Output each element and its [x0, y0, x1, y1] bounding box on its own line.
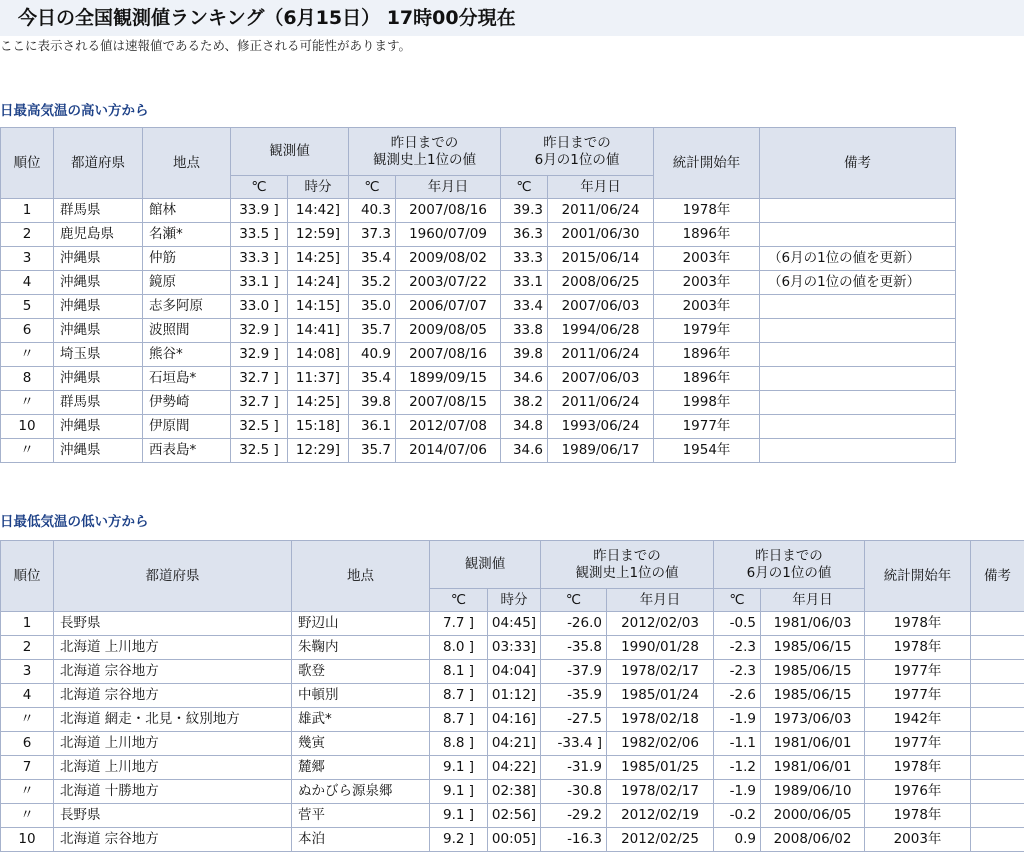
record-all-date-cell: 2003/07/22 — [396, 271, 501, 295]
record-all-value-cell: 40.3 — [349, 199, 396, 223]
record-month-value-cell: 33.4 — [501, 295, 548, 319]
observed-value-cell: 32.9 ] — [231, 319, 288, 343]
record-month-value-cell: 34.6 — [501, 367, 548, 391]
prefecture-cell: 長野県 — [54, 612, 292, 636]
record-all-value-cell: 36.1 — [349, 415, 396, 439]
rank-cell: 10 — [1, 415, 54, 439]
start-year-cell: 1896年 — [654, 223, 760, 247]
record-month-value-cell: -1.2 — [714, 756, 761, 780]
observed-time-cell: 14:42] — [288, 199, 349, 223]
prefecture-cell: 長野県 — [54, 804, 292, 828]
start-year-cell: 2003年 — [654, 271, 760, 295]
record-all-date-cell: 2012/02/03 — [607, 612, 714, 636]
record-month-value-cell: 38.2 — [501, 391, 548, 415]
header-rank: 順位 — [1, 128, 54, 199]
header-record-all-line1: 昨日までの — [593, 547, 661, 564]
record-all-value-cell: -27.5 — [541, 708, 607, 732]
station-cell: 菅平 — [292, 804, 430, 828]
header-record-month-line1: 昨日までの — [543, 134, 611, 151]
remarks-cell — [971, 684, 1024, 708]
header-start-year: 統計開始年 — [654, 128, 760, 199]
observed-value-cell: 33.3 ] — [231, 247, 288, 271]
start-year-cell: 1976年 — [865, 780, 971, 804]
remarks-cell: （6月の1位の値を更新） — [760, 247, 956, 271]
observed-time-cell: 15:18] — [288, 415, 349, 439]
observed-time-cell: 02:38] — [488, 780, 541, 804]
observed-value-cell: 8.8 ] — [430, 732, 488, 756]
header-start-year: 統計開始年 — [865, 541, 971, 612]
header-remarks: 備考 — [760, 128, 956, 199]
station-cell: 石垣島* — [143, 367, 231, 391]
record-month-value-cell: 34.6 — [501, 439, 548, 463]
record-month-date-cell: 1981/06/03 — [761, 612, 865, 636]
remarks-cell — [760, 295, 956, 319]
table-row — [1, 660, 1024, 684]
record-month-value-cell: -1.9 — [714, 780, 761, 804]
observed-value-cell: 8.7 ] — [430, 684, 488, 708]
record-month-value-cell: 36.3 — [501, 223, 548, 247]
observed-value-cell: 9.1 ] — [430, 780, 488, 804]
record-all-value-cell: 35.7 — [349, 319, 396, 343]
remarks-cell — [971, 732, 1024, 756]
station-cell: 館林 — [143, 199, 231, 223]
start-year-cell: 1978年 — [865, 804, 971, 828]
table-row — [1, 828, 1024, 852]
table-row — [1, 612, 1024, 636]
prefecture-cell: 北海道 上川地方 — [54, 756, 292, 780]
record-all-value-cell: 35.7 — [349, 439, 396, 463]
remarks-cell — [971, 636, 1024, 660]
record-all-value-cell: -29.2 — [541, 804, 607, 828]
section-heading-low: 日最低気温の低い方から — [0, 514, 149, 530]
station-cell: 本泊 — [292, 828, 430, 852]
header-observed-time: 時分 — [488, 589, 541, 612]
rank-cell: 〃 — [1, 780, 54, 804]
observed-value-cell: 32.7 ] — [231, 391, 288, 415]
prefecture-cell: 群馬県 — [54, 391, 143, 415]
observed-time-cell: 11:37] — [288, 367, 349, 391]
header-prefecture: 都道府県 — [54, 128, 143, 199]
table-row — [1, 636, 1024, 660]
start-year-cell: 1896年 — [654, 343, 760, 367]
record-all-value-cell: 39.8 — [349, 391, 396, 415]
observed-time-cell: 02:56] — [488, 804, 541, 828]
record-all-value-cell: 40.9 — [349, 343, 396, 367]
remarks-cell — [760, 415, 956, 439]
header-record-month-line2: 6月の1位の値 — [746, 564, 832, 581]
remarks-cell: （6月の1位の値を更新） — [760, 271, 956, 295]
station-cell: 伊原間 — [143, 415, 231, 439]
header-observed-deg: ℃ — [231, 176, 288, 199]
record-all-value-cell: 35.4 — [349, 247, 396, 271]
header-observed-deg: ℃ — [430, 589, 488, 612]
observed-time-cell: 04:22] — [488, 756, 541, 780]
record-month-date-cell: 1981/06/01 — [761, 732, 865, 756]
header-record-all-line2: 観測史上1位の値 — [372, 151, 477, 168]
header-record-all-line1: 昨日までの — [390, 134, 459, 151]
record-month-date-cell: 2015/06/14 — [548, 247, 654, 271]
station-cell: 西表島* — [143, 439, 231, 463]
section-heading-high: 日最高気温の高い方から — [0, 103, 149, 119]
header-station: 地点 — [292, 541, 430, 612]
station-cell: 伊勢崎 — [143, 391, 231, 415]
record-all-date-cell: 1978/02/17 — [607, 780, 714, 804]
station-cell: 名瀬* — [143, 223, 231, 247]
record-all-date-cell: 2009/08/05 — [396, 319, 501, 343]
prefecture-cell: 沖縄県 — [54, 271, 143, 295]
record-month-date-cell: 1994/06/28 — [548, 319, 654, 343]
observed-time-cell: 04:45] — [488, 612, 541, 636]
rank-cell: 10 — [1, 828, 54, 852]
observed-value-cell: 33.9 ] — [231, 199, 288, 223]
record-month-date-cell: 2007/06/03 — [548, 295, 654, 319]
prefecture-cell: 北海道 上川地方 — [54, 636, 292, 660]
start-year-cell: 1977年 — [865, 732, 971, 756]
record-month-date-cell: 1985/06/15 — [761, 636, 865, 660]
prefecture-cell: 北海道 網走・北見・紋別地方 — [54, 708, 292, 732]
observed-value-cell: 32.7 ] — [231, 367, 288, 391]
observed-time-cell: 14:15] — [288, 295, 349, 319]
prefecture-cell: 北海道 上川地方 — [54, 732, 292, 756]
start-year-cell: 1896年 — [654, 367, 760, 391]
header-observed: 観測値 — [430, 541, 541, 589]
remarks-cell — [971, 756, 1024, 780]
record-all-date-cell: 2007/08/16 — [396, 199, 501, 223]
rank-cell: 〃 — [1, 439, 54, 463]
prefecture-cell: 沖縄県 — [54, 295, 143, 319]
record-all-value-cell: -35.8 — [541, 636, 607, 660]
table-row — [1, 199, 956, 223]
observed-time-cell: 04:04] — [488, 660, 541, 684]
rank-cell: 6 — [1, 319, 54, 343]
rank-cell: 〃 — [1, 391, 54, 415]
table-row — [1, 804, 1024, 828]
record-all-date-cell: 2014/07/06 — [396, 439, 501, 463]
observed-time-cell: 12:59] — [288, 223, 349, 247]
record-month-value-cell: -0.5 — [714, 612, 761, 636]
table-row — [1, 343, 956, 367]
table-row — [1, 295, 956, 319]
station-cell: 熊谷* — [143, 343, 231, 367]
record-month-date-cell: 2008/06/25 — [548, 271, 654, 295]
start-year-cell: 1954年 — [654, 439, 760, 463]
observed-time-cell: 12:29] — [288, 439, 349, 463]
record-month-date-cell: 1985/06/15 — [761, 684, 865, 708]
rank-cell: 4 — [1, 271, 54, 295]
remarks-cell — [760, 391, 956, 415]
table-row — [1, 319, 956, 343]
header-record-month — [714, 541, 865, 589]
record-all-date-cell: 2012/02/25 — [607, 828, 714, 852]
remarks-cell — [971, 780, 1024, 804]
remarks-cell — [971, 660, 1024, 684]
record-month-date-cell: 2011/06/24 — [548, 391, 654, 415]
observed-value-cell: 33.5 ] — [231, 223, 288, 247]
observed-time-cell: 00:05] — [488, 828, 541, 852]
table-row — [1, 732, 1024, 756]
record-all-value-cell: 35.2 — [349, 271, 396, 295]
start-year-cell: 1978年 — [865, 612, 971, 636]
record-month-value-cell: 0.9 — [714, 828, 761, 852]
record-month-value-cell: 39.8 — [501, 343, 548, 367]
observed-value-cell: 8.0 ] — [430, 636, 488, 660]
header-record-all-deg: ℃ — [349, 176, 396, 199]
record-month-value-cell: -2.3 — [714, 660, 761, 684]
record-month-date-cell: 2008/06/02 — [761, 828, 865, 852]
prefecture-cell: 沖縄県 — [54, 367, 143, 391]
start-year-cell: 1978年 — [865, 756, 971, 780]
header-observed: 観測値 — [231, 128, 349, 176]
observed-value-cell: 32.9 ] — [231, 343, 288, 367]
record-all-date-cell: 2007/08/15 — [396, 391, 501, 415]
record-month-date-cell: 1989/06/10 — [761, 780, 865, 804]
station-cell: 雄武* — [292, 708, 430, 732]
page-title: 今日の全国観測値ランキング（6月15日） 17時00分現在 — [0, 0, 1024, 36]
record-all-date-cell: 1985/01/25 — [607, 756, 714, 780]
observed-value-cell: 32.5 ] — [231, 439, 288, 463]
record-month-value-cell: -2.6 — [714, 684, 761, 708]
observed-value-cell: 7.7 ] — [430, 612, 488, 636]
record-all-date-cell: 1985/01/24 — [607, 684, 714, 708]
record-all-date-cell: 2006/07/07 — [396, 295, 501, 319]
observed-time-cell: 14:08] — [288, 343, 349, 367]
remarks-cell — [760, 343, 956, 367]
record-all-value-cell: -31.9 — [541, 756, 607, 780]
start-year-cell: 1978年 — [654, 199, 760, 223]
record-all-value-cell: -35.9 — [541, 684, 607, 708]
record-month-date-cell: 2011/06/24 — [548, 199, 654, 223]
record-all-value-cell: -16.3 — [541, 828, 607, 852]
table-row — [1, 367, 956, 391]
start-year-cell: 1977年 — [865, 660, 971, 684]
disclaimer-note: ここに表示される値は速報値であるため、修正される可能性があります。 — [0, 38, 412, 53]
header-record-all-date: 年月日 — [607, 589, 714, 612]
header-remarks: 備考 — [971, 541, 1024, 612]
header-record-all-line2: 観測史上1位の値 — [575, 564, 679, 581]
record-all-date-cell: 2009/08/02 — [396, 247, 501, 271]
rank-cell: 1 — [1, 199, 54, 223]
rank-cell: 6 — [1, 732, 54, 756]
record-month-date-cell: 1993/06/24 — [548, 415, 654, 439]
header-record-month-line2: 6月の1位の値 — [534, 151, 620, 168]
station-cell: 野辺山 — [292, 612, 430, 636]
table-row — [1, 391, 956, 415]
rank-cell: 〃 — [1, 708, 54, 732]
observed-time-cell: 01:12] — [488, 684, 541, 708]
remarks-cell — [760, 199, 956, 223]
remarks-cell — [760, 439, 956, 463]
record-all-value-cell: -33.4 ] — [541, 732, 607, 756]
observed-value-cell: 8.1 ] — [430, 660, 488, 684]
station-cell: 幾寅 — [292, 732, 430, 756]
record-month-value-cell: 39.3 — [501, 199, 548, 223]
prefecture-cell: 沖縄県 — [54, 319, 143, 343]
table-row — [1, 247, 956, 271]
station-cell: ぬかびら源泉郷 — [292, 780, 430, 804]
station-cell: 志多阿原 — [143, 295, 231, 319]
start-year-cell: 1977年 — [654, 415, 760, 439]
table-row — [1, 439, 956, 463]
start-year-cell: 1942年 — [865, 708, 971, 732]
table-row — [1, 780, 1024, 804]
rank-cell: 3 — [1, 660, 54, 684]
remarks-cell — [760, 223, 956, 247]
start-year-cell: 2003年 — [865, 828, 971, 852]
header-record-all-deg: ℃ — [541, 589, 607, 612]
header-record-month-date: 年月日 — [548, 176, 654, 199]
rank-cell: 1 — [1, 612, 54, 636]
start-year-cell: 1978年 — [865, 636, 971, 660]
rank-cell: 5 — [1, 295, 54, 319]
station-cell: 麓郷 — [292, 756, 430, 780]
station-cell: 波照間 — [143, 319, 231, 343]
record-month-value-cell: -0.2 — [714, 804, 761, 828]
header-record-all-date: 年月日 — [396, 176, 501, 199]
high-temp-table — [0, 127, 956, 463]
start-year-cell: 1998年 — [654, 391, 760, 415]
rank-cell: 7 — [1, 756, 54, 780]
prefecture-cell: 鹿児島県 — [54, 223, 143, 247]
station-cell: 仲筋 — [143, 247, 231, 271]
prefecture-cell: 北海道 十勝地方 — [54, 780, 292, 804]
header-record-all — [541, 541, 714, 589]
remarks-cell — [971, 612, 1024, 636]
prefecture-cell: 沖縄県 — [54, 415, 143, 439]
rank-cell: 3 — [1, 247, 54, 271]
remarks-cell — [760, 367, 956, 391]
prefecture-cell: 埼玉県 — [54, 343, 143, 367]
rank-cell: 2 — [1, 223, 54, 247]
observed-time-cell: 14:25] — [288, 247, 349, 271]
record-all-value-cell: -30.8 — [541, 780, 607, 804]
record-all-date-cell: 1978/02/17 — [607, 660, 714, 684]
record-month-date-cell: 1973/06/03 — [761, 708, 865, 732]
observed-value-cell: 9.1 ] — [430, 756, 488, 780]
table-row — [1, 271, 956, 295]
table-row — [1, 684, 1024, 708]
record-all-value-cell: 35.4 — [349, 367, 396, 391]
record-month-value-cell: 33.8 — [501, 319, 548, 343]
rank-cell: 〃 — [1, 804, 54, 828]
observed-time-cell: 04:21] — [488, 732, 541, 756]
observed-value-cell: 32.5 ] — [231, 415, 288, 439]
station-cell: 鏡原 — [143, 271, 231, 295]
station-cell: 朱鞠内 — [292, 636, 430, 660]
table-row — [1, 415, 956, 439]
record-month-value-cell: -2.3 — [714, 636, 761, 660]
prefecture-cell: 沖縄県 — [54, 439, 143, 463]
observed-time-cell: 04:16] — [488, 708, 541, 732]
header-rank: 順位 — [1, 541, 54, 612]
record-all-value-cell: 37.3 — [349, 223, 396, 247]
rank-cell: 8 — [1, 367, 54, 391]
prefecture-cell: 北海道 宗谷地方 — [54, 684, 292, 708]
record-month-date-cell: 1989/06/17 — [548, 439, 654, 463]
record-all-date-cell: 1990/01/28 — [607, 636, 714, 660]
record-month-value-cell: -1.9 — [714, 708, 761, 732]
record-month-date-cell: 1981/06/01 — [761, 756, 865, 780]
record-all-date-cell: 1982/02/06 — [607, 732, 714, 756]
observed-time-cell: 14:41] — [288, 319, 349, 343]
rank-cell: 2 — [1, 636, 54, 660]
record-all-date-cell: 1899/09/15 — [396, 367, 501, 391]
header-station: 地点 — [143, 128, 231, 199]
record-month-value-cell: 34.8 — [501, 415, 548, 439]
observed-value-cell: 8.7 ] — [430, 708, 488, 732]
record-month-date-cell: 2011/06/24 — [548, 343, 654, 367]
record-all-value-cell: 35.0 — [349, 295, 396, 319]
observed-value-cell: 33.0 ] — [231, 295, 288, 319]
prefecture-cell: 北海道 宗谷地方 — [54, 828, 292, 852]
low-temp-table — [0, 540, 1024, 852]
record-month-date-cell: 2007/06/03 — [548, 367, 654, 391]
table-row — [1, 223, 956, 247]
prefecture-cell: 沖縄県 — [54, 247, 143, 271]
remarks-cell — [971, 804, 1024, 828]
start-year-cell: 2003年 — [654, 247, 760, 271]
remarks-cell — [971, 708, 1024, 732]
rank-cell: 4 — [1, 684, 54, 708]
record-all-date-cell: 2012/07/08 — [396, 415, 501, 439]
record-month-date-cell: 2000/06/05 — [761, 804, 865, 828]
rank-cell: 〃 — [1, 343, 54, 367]
observed-time-cell: 14:25] — [288, 391, 349, 415]
remarks-cell — [760, 319, 956, 343]
observed-time-cell: 14:24] — [288, 271, 349, 295]
observed-time-cell: 03:33] — [488, 636, 541, 660]
record-month-date-cell: 1985/06/15 — [761, 660, 865, 684]
record-month-value-cell: 33.1 — [501, 271, 548, 295]
header-record-month-deg: ℃ — [501, 176, 548, 199]
header-prefecture: 都道府県 — [54, 541, 292, 612]
record-all-date-cell: 1960/07/09 — [396, 223, 501, 247]
header-observed-time: 時分 — [288, 176, 349, 199]
record-month-value-cell: -1.1 — [714, 732, 761, 756]
record-month-value-cell: 33.3 — [501, 247, 548, 271]
station-cell: 歌登 — [292, 660, 430, 684]
header-record-month-date: 年月日 — [761, 589, 865, 612]
header-record-month — [501, 128, 654, 176]
station-cell: 中頓別 — [292, 684, 430, 708]
table-row — [1, 756, 1024, 780]
header-record-month-deg: ℃ — [714, 589, 761, 612]
record-all-value-cell: -37.9 — [541, 660, 607, 684]
record-all-value-cell: -26.0 — [541, 612, 607, 636]
prefecture-cell: 北海道 宗谷地方 — [54, 660, 292, 684]
record-all-date-cell: 2007/08/16 — [396, 343, 501, 367]
observed-value-cell: 9.2 ] — [430, 828, 488, 852]
table-row — [1, 708, 1024, 732]
prefecture-cell: 群馬県 — [54, 199, 143, 223]
start-year-cell: 1979年 — [654, 319, 760, 343]
start-year-cell: 1977年 — [865, 684, 971, 708]
record-all-date-cell: 1978/02/18 — [607, 708, 714, 732]
record-all-date-cell: 2012/02/19 — [607, 804, 714, 828]
observed-value-cell: 33.1 ] — [231, 271, 288, 295]
start-year-cell: 2003年 — [654, 295, 760, 319]
header-record-all — [349, 128, 501, 176]
observed-value-cell: 9.1 ] — [430, 804, 488, 828]
remarks-cell — [971, 828, 1024, 852]
header-record-month-line1: 昨日までの — [755, 547, 823, 564]
record-month-date-cell: 2001/06/30 — [548, 223, 654, 247]
